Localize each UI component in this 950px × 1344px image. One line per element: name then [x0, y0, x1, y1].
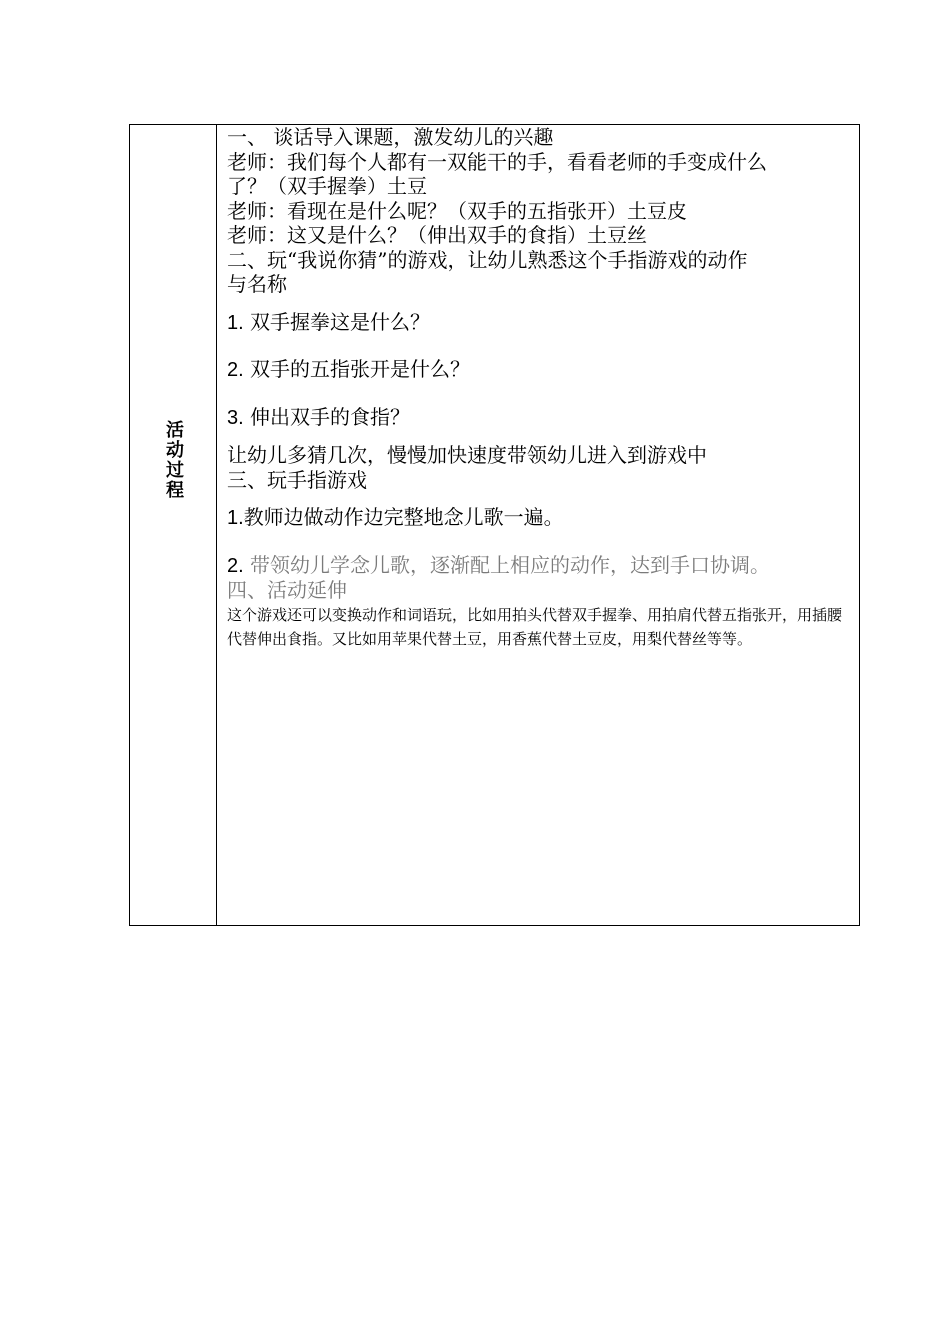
- step-two-heading-a: 二、玩“我说你猜”的游戏，让幼儿熟悉这个手指游戏的动作: [227, 247, 748, 272]
- step-two-heading-b: 与名称: [227, 272, 287, 296]
- teacher-line-1a: 老师：我们每个人都有一双能干的手，看看老师的手变成什么: [227, 149, 767, 174]
- question-2: [227, 357, 851, 383]
- step-one-heading: 一、 谈话导入课题，激发幼儿的兴趣: [227, 125, 554, 149]
- step-three-item-2-text: 带领幼儿学念儿歌，逐渐配上相应的动作，达到手口协调。: [243, 552, 771, 577]
- question-3: [227, 405, 851, 431]
- question-3-text: 伸出双手的食指？: [243, 404, 411, 429]
- teacher-line-3: 老师：这又是什么？（伸出双手的食指）土豆丝: [227, 223, 647, 247]
- step-three-item-2: [227, 553, 851, 579]
- step-three-item-1: [227, 505, 851, 531]
- section-label: 活动过程: [163, 420, 184, 500]
- teacher-line-1b: 了？（双手握拳）土豆: [227, 174, 427, 198]
- guess-instruction: 让幼儿多猜几次，慢慢加快速度带领幼儿进入到游戏中: [227, 443, 707, 467]
- question-2-text: 双手的五指张开是什么？: [243, 357, 471, 381]
- step-three-heading: 三、玩手指游戏: [227, 467, 367, 492]
- question-1: [227, 310, 851, 336]
- teacher-line-2: 老师：看现在是什么呢？（双手的五指张开）土豆皮: [227, 198, 687, 223]
- question-1-number: 1.: [227, 311, 244, 334]
- question-1-text: 双手握拳这是什么？: [243, 309, 431, 334]
- activity-content-cell: [217, 125, 859, 925]
- question-2-number: 2.: [227, 359, 244, 381]
- step-four-heading: 四、活动延伸: [227, 578, 347, 602]
- lesson-table: [129, 124, 860, 926]
- step-three-item-2-number: 2.: [227, 554, 244, 577]
- step-three-item-1-text: 教师边做动作边完整地念儿歌一遍。: [243, 505, 564, 529]
- question-3-number: 3.: [227, 406, 244, 429]
- section-label-cell: [130, 125, 217, 925]
- step-three-item-1-number: 1.: [227, 507, 244, 529]
- extension-paragraph: 这个游戏还可以变换动作和词语玩，比如用拍头代替双手握拳、用拍肩代替五指张开，用插腰代替伸出食指。又比如用苹果代替土豆，用香蕉代替土豆皮，用梨代替丝等等。: [227, 605, 843, 648]
